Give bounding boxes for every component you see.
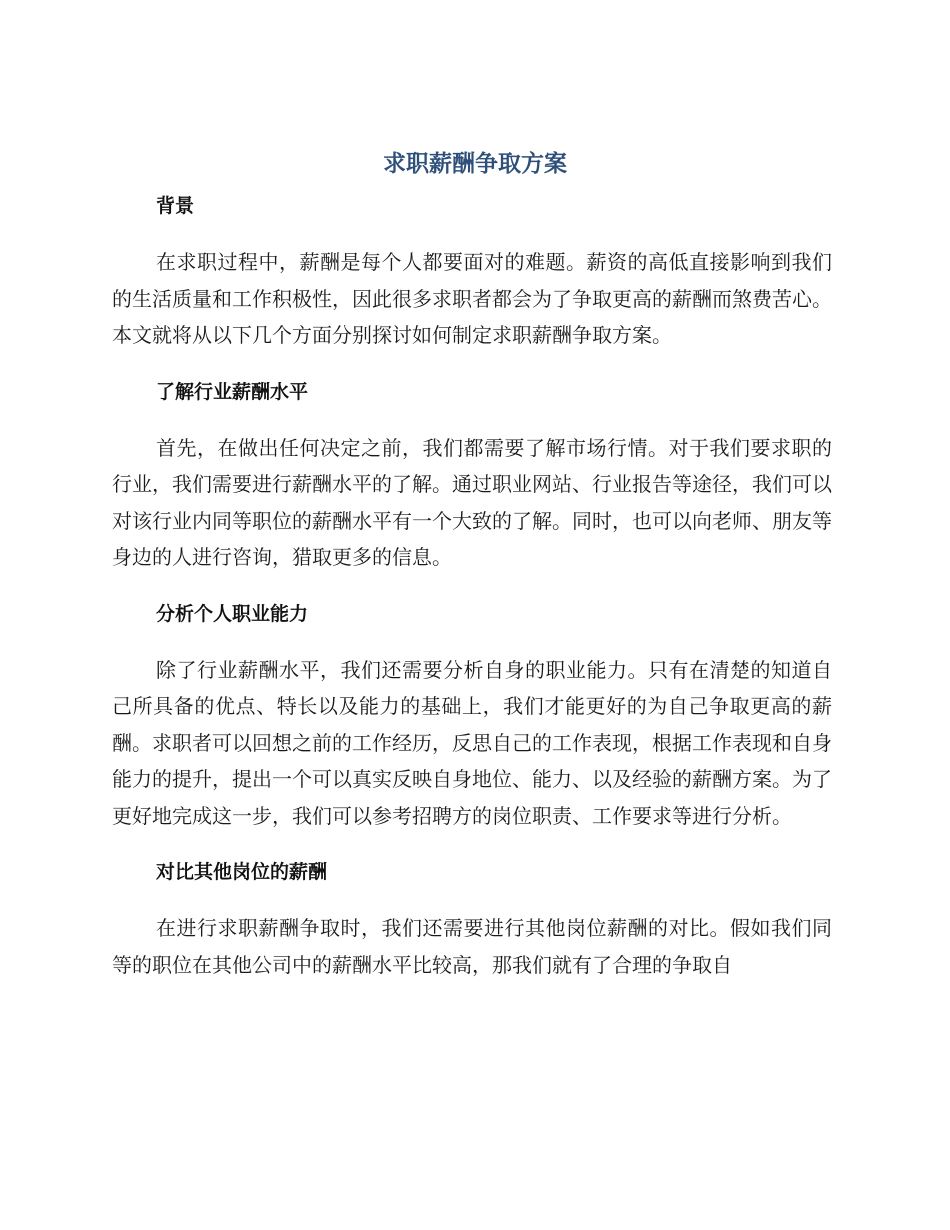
section-paragraph-background: 在求职过程中，薪酬是每个人都要面对的难题。薪资的高低直接影响到我们的生活质量和工作积极性，因此很多求职者都会为了争取更高的薪酬而煞费苦心。本文就将从以下几个方面分别探讨如何制定求职薪酬争取方案。 xyxy=(112,250,832,347)
section-heading-background: 背景 xyxy=(156,195,195,217)
section-paragraph-industry-salary: 首先，在做出任何决定之前，我们都需要了解市场行情。对于我们要求职的行业，我们需要进行薪酬水平的了解。通过职业网站、行业报告等途径，我们可以对该行业内同等职位的薪酬水平有一个大致的了解。同时，也可以向老师、朋友等身边的人进行咨询，猎取更多的信息。 xyxy=(112,435,832,569)
document-title: 求职薪酬争取方案 xyxy=(383,151,567,177)
section-paragraph-compare-positions: 在进行求职薪酬争取时，我们还需要进行其他岗位薪酬的对比。假如我们同等的职位在其他公司中的薪酬水平比较高，那我们就有了合理的争取自 xyxy=(112,916,832,977)
section-heading-industry-salary: 了解行业薪酬水平 xyxy=(156,380,309,403)
section-paragraph-personal-ability: 除了行业薪酬水平，我们还需要分析自身的职业能力。只有在清楚的知道自己所具备的优点、特长以及能力的基础上，我们才能更好的为自己争取更高的薪酬。求职者可以回想之前的工作经历，反思自己的工作表现，根据工作表现和自身能力的提升，提出一个可以真实反映自身地位、能力、以及经验的薪酬方案。为了更好地完成这一步，我们可以参考招聘方的岗位职责、工作要求等进行分析。 xyxy=(112,657,832,828)
section-heading-compare-positions: 对比其他岗位的薪酬 xyxy=(156,861,328,883)
document-body xyxy=(112,190,832,983)
section-heading-personal-ability: 分析个人职业能力 xyxy=(156,602,309,625)
